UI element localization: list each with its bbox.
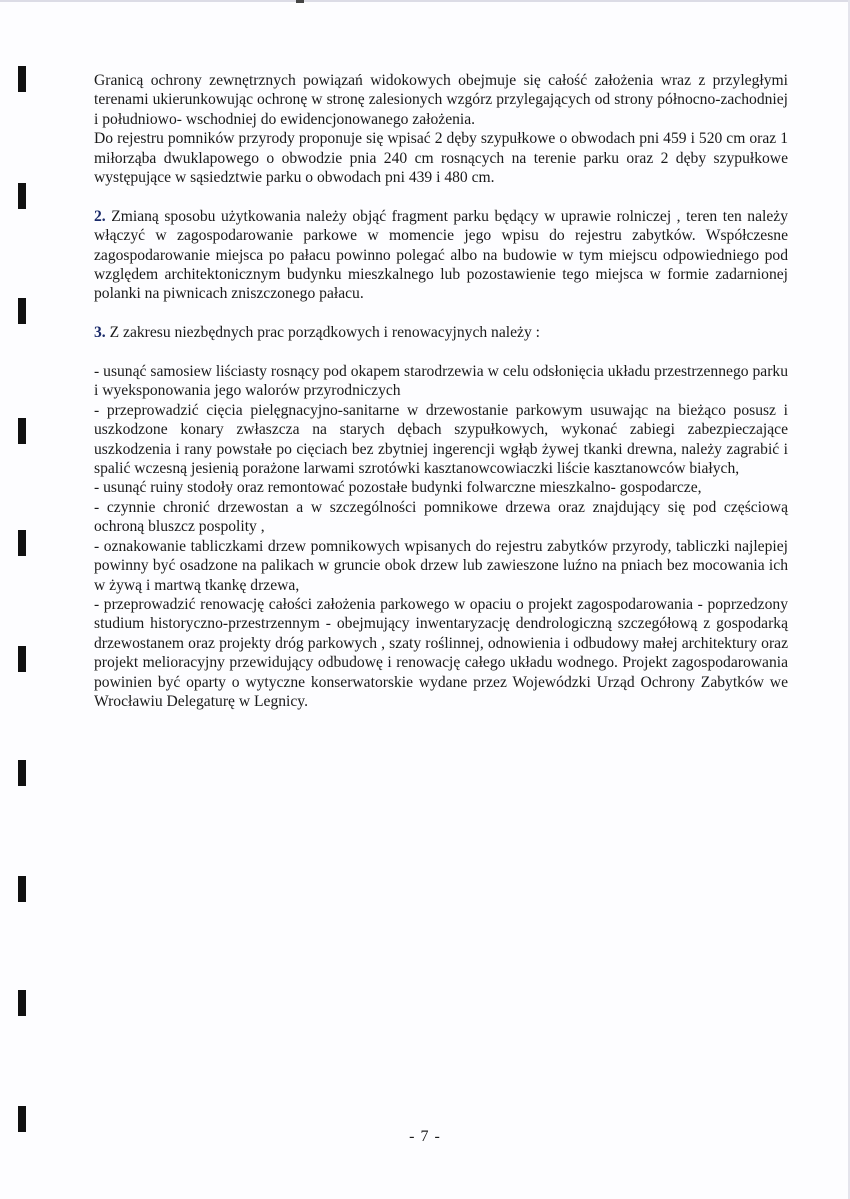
paragraph-view-protection: Granicą ochrony zewnętrznych powiązań widokowych obejmuje się całość założenia wraz z przyległymi terenami ukierunkowując ochronę w stronę zalesionych wzgórz przylegających od strony północno-zachodniej i południowo- wschodniej do ewidencjonowanego założenia. xyxy=(94,72,788,128)
spacer xyxy=(94,304,788,323)
binder-hole-mark xyxy=(18,298,26,324)
page-number: - 7 - xyxy=(409,1128,441,1145)
binder-hole-mark xyxy=(18,530,26,556)
binder-hole-mark xyxy=(18,646,26,672)
list-item: - usunąć ruiny stodoły oraz remontować pozostałe budynki folwarczne mieszkalno- gospodarcze, xyxy=(94,479,702,497)
scan-edge-top xyxy=(0,0,850,2)
binder-hole-mark xyxy=(18,990,26,1016)
spacer xyxy=(94,343,788,362)
document-body xyxy=(94,71,788,711)
list-item: - czynnie chronić drzewostan a w szczególności pomnikowe drzewa oraz znajdujący się pod częściową ochroną bluszcz pospolity , xyxy=(94,498,788,536)
section-text: Z zakresu niezbędnych prac porządkowych i renowacyjnych należy : xyxy=(109,324,540,342)
binder-hole-mark xyxy=(18,876,26,902)
list-item: - oznakowanie tabliczkami drzew pomnikowych wpisanych do rejestru zabytków przyrody, tabliczki najlepiej powinny być osadzone na palikach w gruncie obok drzew lub zawieszone luźno na pniach bez mocowania ich w żywą i martwą tkankę drzewa, xyxy=(94,537,788,594)
list-item: - przeprowadzić renowację całości założenia parkowego w opaciu o projekt zagospodarowania - poprzedzony studium historyczno-przestrzennym - obejmujący inwentaryzację dendrologiczną szczegółową z gospodarką drzewostanem oraz projekty dróg parkowych , szaty roślinnej, odnowienia i odbudowy małej architektury oraz projekt melioracyjny przewidujący odbudowę i renowację całego układu wodnego. Projekt zagospodarowania powinien być oparty o wytyczne konserwatorskie wydane przez Wojewódzki Urząd Ochrony Zabytków we Wrocławiu Delegaturę w Legnicy. xyxy=(94,595,788,710)
list-item: - przeprowadzić cięcia pielęgnacyjno-sanitarne w drzewostanie parkowym usuwając na bieżąco posusz i uszkodzone konary zwłaszcza na starych dębach szypułkowych, wykonać zabiegi zabezpieczające uszkodzenia i rany powstałe po cięciach bez zbytniej ingerencji wgłąb żywej tkanki drewna, należy zagrabić i spalić wczesną jesienią porażone larwami szrotówki kasztanowcowiaczki liście kasztanowców białych, xyxy=(94,401,788,478)
section-2 xyxy=(94,207,788,304)
section-number: 2. xyxy=(94,207,106,225)
list-item: - usunąć samosiew liściasty rosnący pod okapem starodrzewia w celu odsłonięcia układu przestrzennego parku i wyeksponowania jego walorów przyrodniczych xyxy=(94,363,788,400)
binder-hole-mark xyxy=(18,418,26,444)
binder-hole-mark xyxy=(18,66,26,92)
spacer xyxy=(94,187,788,206)
section-number: 3. xyxy=(94,324,106,342)
section-text: Zmianą sposobu użytkowania należy objąć fragment parku będący w uprawie rolniczej , teren ten należy włączyć w zagospodarowanie parkowe w momencie jego wpisu do rejestru zabytków. Współczesne zagospodarowanie miejsca po pałacu powinno polegać albo na budowie w tym miejscu odpowiedniego pod względem architektonicznym budynku mieszkalnego lub pozostawienie tego miejsca w formie zadarnionej polanki na piwnicach zniszczonego pałacu. xyxy=(94,207,788,303)
binder-hole-mark xyxy=(18,760,26,786)
binder-hole-mark xyxy=(18,183,26,209)
paragraph-nature-monuments: Do rejestru pomników przyrody proponuje się wpisać 2 dęby szypułkowe o obwodach pni 459 i 520 cm oraz 1 miłorząba dwuklapowego o obwodzie pnia 240 cm rosnących na terenie parku oraz 2 dęby szypułkowe występujące w sąsiedztwie parku o obwodach pni 439 i 480 cm. xyxy=(94,130,788,187)
scan-tick-mark xyxy=(296,0,304,3)
section-3 xyxy=(94,323,788,342)
